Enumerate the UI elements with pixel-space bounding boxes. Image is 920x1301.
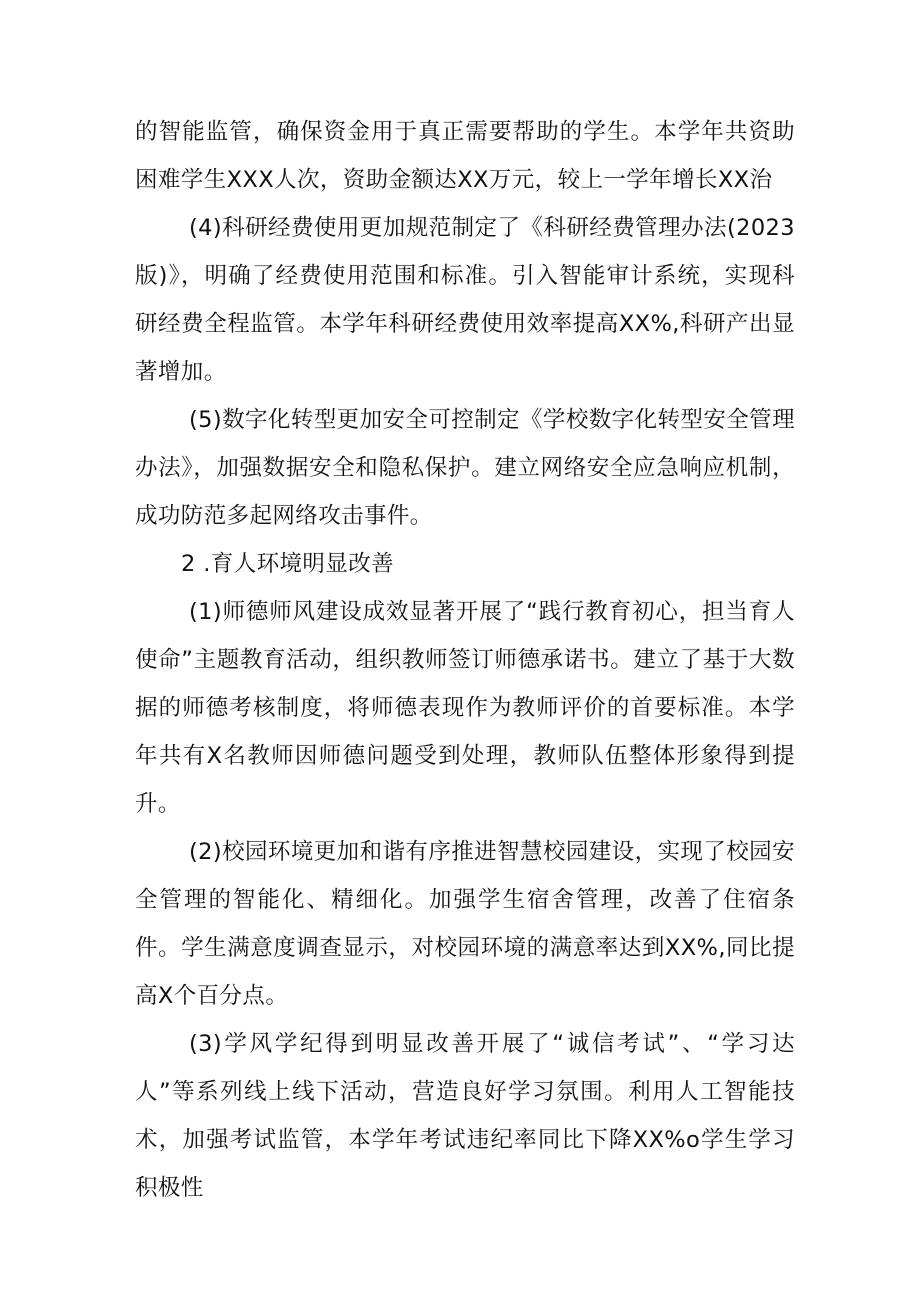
paragraph-research-funding: (4)科研经费使用更加规范制定了《科研经费管理办法(2023版)》，明确了经费使用范围和标准。引入智能审计系统，实现科研经费全程监管。本学年科研经费使用效率提高XX%,科研产出显著增加。 xyxy=(135,215,795,385)
document-body xyxy=(135,108,795,1212)
paragraph-study-discipline: (3)学风学纪得到明显改善开展了“诚信考试”、“学习达人”等系列线上线下活动，营造良好学习氛围。利用人工智能技术，加强考试监管，本学年考试违纪率同比下降XX%o学生学习积极性 xyxy=(135,1031,795,1201)
paragraph-teacher-ethics: (1)师德师风建设成效显著开展了“践行教育初心，担当育人使命”主题教育活动，组织教师签订师德承诺书。建立了基于大数据的师德考核制度，将师德表现作为教师评价的首要标准。本学年共有X名教师因师德问题受到处理，教师队伍整体形象得到提升。 xyxy=(135,599,795,817)
paragraph-campus-environment: (2)校园环境更加和谐有序推进智慧校园建设，实现了校园安全管理的智能化、精细化。加强学生宿舍管理，改善了住宿条件。学生满意度调查显示，对校园环境的满意率达到XX%,同比提高X个百分点。 xyxy=(135,839,795,1009)
section-heading-education-environment: 2 .育人环境明显改善 xyxy=(181,551,395,577)
paragraph-digital-transformation: (5)数字化转型更加安全可控制定《学校数字化转型安全管理办法》，加强数据安全和隐私保护。建立网络安全应急响应机制，成功防范多起网络攻击事件。 xyxy=(135,407,795,529)
paragraph-funding-continuation: 的智能监管，确保资金用于真正需要帮助的学生。本学年共资助困难学生XXX人次，资助金额达XX万元，较上一学年增长XX治 xyxy=(135,119,795,193)
